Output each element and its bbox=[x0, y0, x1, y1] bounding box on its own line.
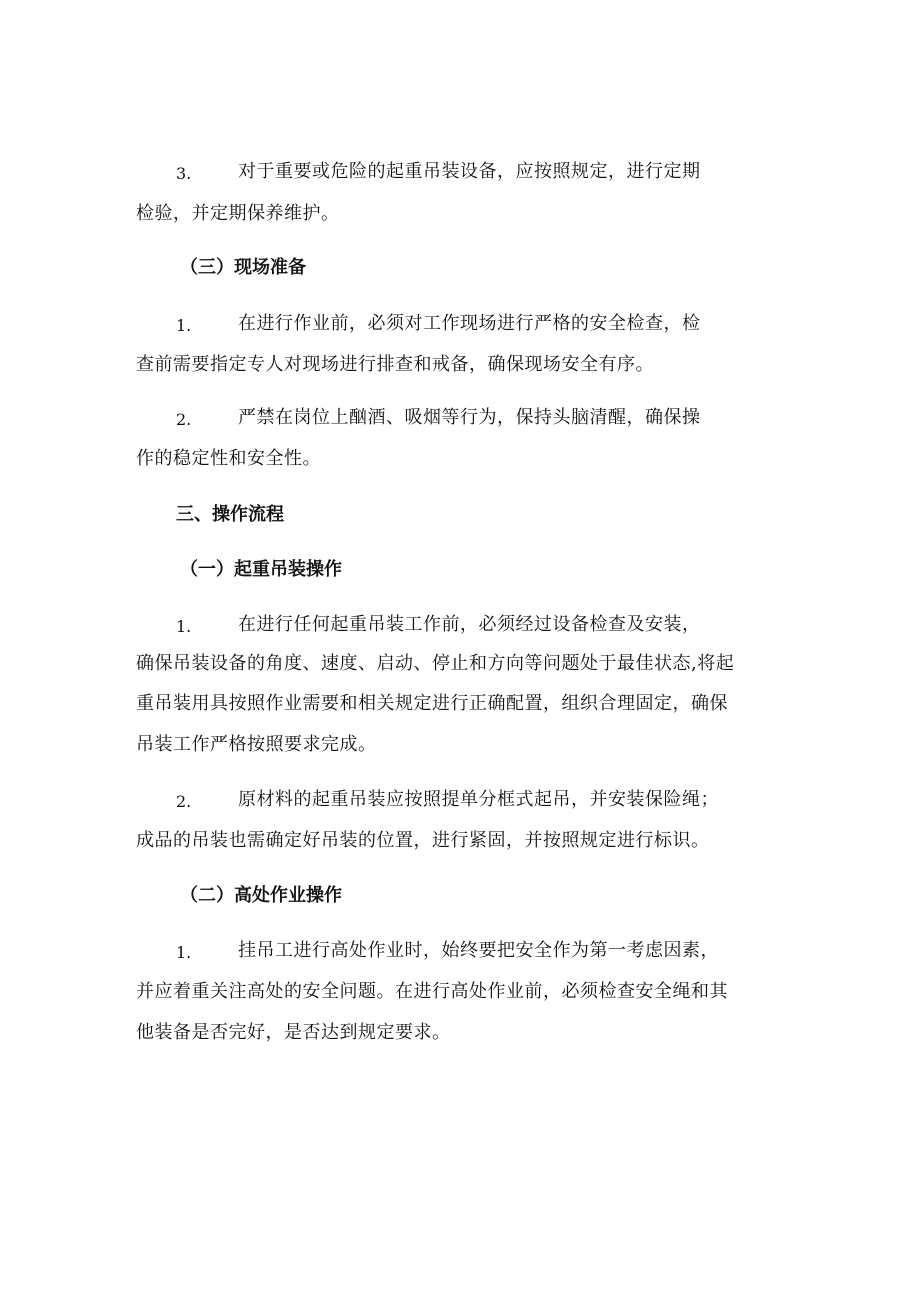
paragraph-line: 作的稳定性和安全性。 bbox=[136, 448, 321, 469]
section-heading: （一）起重吊装操作 bbox=[180, 559, 342, 580]
paragraph-line: 检验，并定期保养维护。 bbox=[136, 203, 340, 224]
item-number: 1. bbox=[176, 316, 192, 335]
paragraph-line: 并应着重关注高处的安全问题。在进行高处作业前，必须检查安全绳和其 bbox=[136, 981, 728, 1002]
item-number: 1. bbox=[176, 943, 192, 962]
item-number: 1. bbox=[176, 617, 192, 636]
paragraph-line: 他装备是否完好，是否达到规定要求。 bbox=[136, 1022, 451, 1043]
paragraph-line: 严禁在岗位上酗酒、吸烟等行为，保持头脑清醒，确保操 bbox=[238, 407, 701, 428]
item-number: 2. bbox=[176, 792, 192, 811]
paragraph-line: 在进行任何起重吊装工作前，必须经过设备检查及安装， bbox=[238, 614, 701, 635]
paragraph-line: 原材料的起重吊装应按照提单分框式起吊，并安装保险绳； bbox=[238, 789, 719, 810]
paragraph-line: 对于重要或危险的起重吊装设备，应按照规定，进行定期 bbox=[238, 161, 701, 182]
paragraph-line: 挂吊工进行高处作业时，始终要把安全作为第一考虑因素， bbox=[238, 940, 719, 961]
chapter-heading: 三、操作流程 bbox=[176, 504, 284, 525]
paragraph-line: 在进行作业前，必须对工作现场进行严格的安全检查，检 bbox=[238, 313, 701, 334]
paragraph-line: 查前需要指定专人对现场进行排查和戒备，确保现场安全有序。 bbox=[136, 354, 654, 375]
item-number: 3. bbox=[176, 164, 192, 183]
paragraph-line: 吊装工作严格按照要求完成。 bbox=[136, 734, 377, 755]
paragraph-line: 成品的吊装也需确定好吊装的位置，进行紧固，并按照规定进行标识。 bbox=[136, 830, 710, 851]
section-heading: （三）现场准备 bbox=[180, 257, 306, 278]
item-number: 2. bbox=[176, 410, 192, 429]
section-heading: （二）高处作业操作 bbox=[180, 885, 342, 906]
paragraph-line: 确保吊装设备的角度、速度、启动、停止和方向等问题处于最佳状态,将起 bbox=[136, 653, 735, 674]
paragraph-line: 重吊装用具按照作业需要和相关规定进行正确配置，组织合理固定，确保 bbox=[136, 693, 728, 714]
